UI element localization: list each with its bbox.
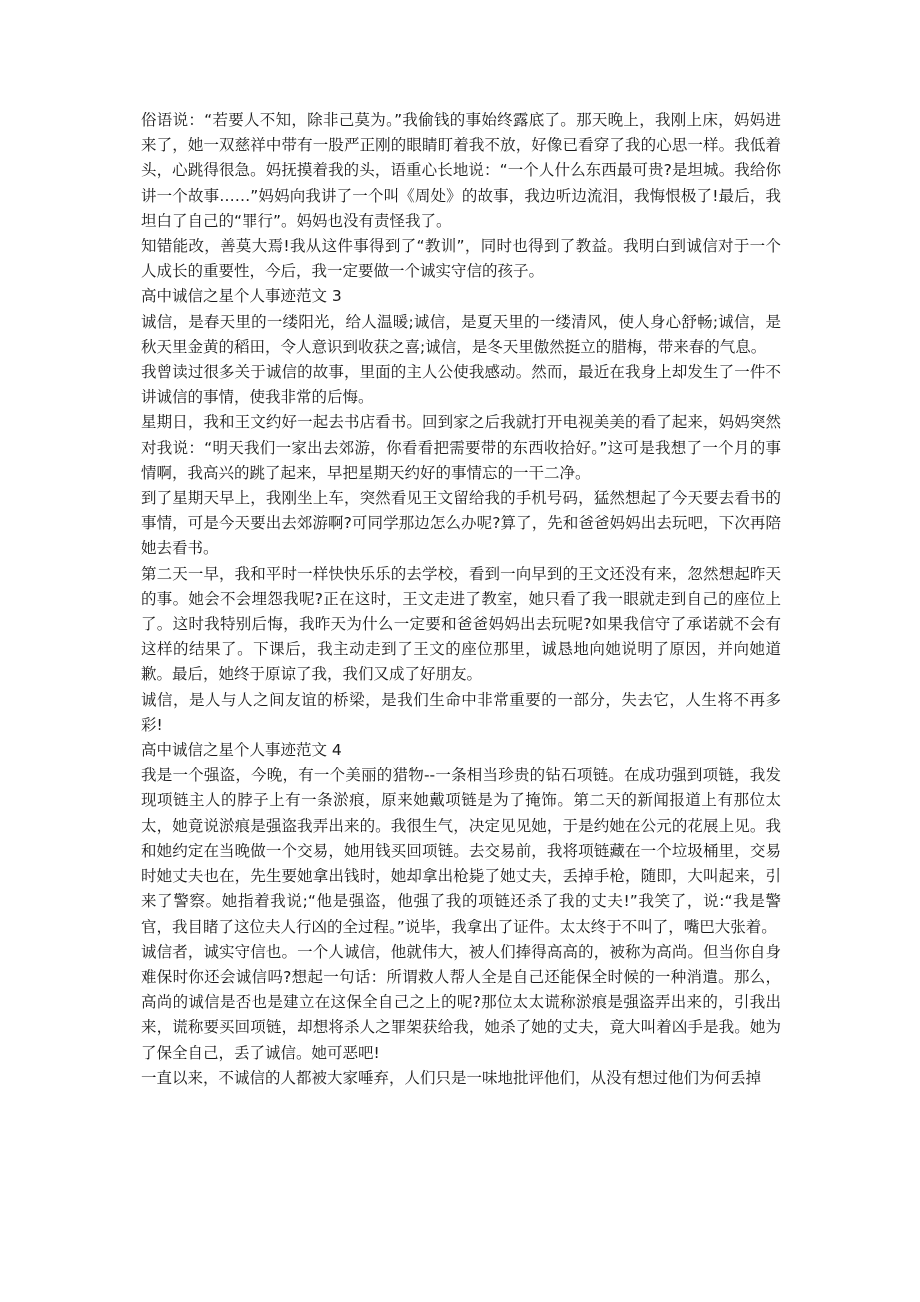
paragraph-integrity-reflection: 诚信者，诚实守信也。一个人诚信，他就伟大，被人们捧得高高的，被称为高尚。但当你自身难保时你还会诚信吗?想起一句话：所谓救人帮人全是自己还能保全时候的一种消遣。那么，高尚的诚信是否也是建立在这保全自己之上的呢?那位太太谎称淤痕是强盗弄出来的，引我出来，谎称要买回项链，却想将杀人之罪架获给我，她杀了她的丈夫，竟大叫着凶手是我。她为了保全自己，丢了诚信。她可恶吧! — [141, 942, 781, 1062]
paragraph-bridge: 诚信，是人与人之间友谊的桥梁，是我们生命中非常重要的一部分，失去它，人生将不再多彩! — [141, 690, 781, 734]
paragraph-seasons: 诚信，是春天里的一缕阳光，给人温暖;诚信，是夏天里的一缕清风，使人身心舒畅;诚信，是秋天里金黄的稻田，令人意识到收获之喜;诚信，是冬天里傲然挺立的腊梅，带来春的气息。 — [141, 312, 781, 356]
section-heading-3: 高中诚信之星个人事迹范文 3 — [141, 287, 342, 306]
paragraph-confession: 俗语说：“若要人不知，除非己莫为。”我偷钱的事始终露底了。那天晚上，我刚上床，妈妈进来了，她一双慈祥中带有一股严正刚的眼睛盯着我不放，好像已看穿了我的心思一样。我低着头，心跳得很急。妈抚摸着我的头，语重心长地说：“一个人什么东西最可贵?是坦城。我给你讲一个故事……”妈妈向我讲了一个叫《周处》的故事，我边听边流泪，我悔恨极了!最后，我坦白了自己的“罪行”。妈妈也没有责怪我了。 — [141, 111, 781, 230]
paragraph-closing: 一直以来，不诚信的人都被大家唾弃，人们只是一味地批评他们，从没有想过他们为何丢掉 — [141, 1068, 762, 1087]
paragraph-apology: 第二天一早，我和平时一样快快乐乐的去学校，看到一向早到的王文还没有来，忽然想起昨天的事。她会不会埋怨我呢?正在这时，王文走进了教室，她只看了我一眼就走到自己的座位上了。这时我特别后悔，我昨天为什么一定要和爸爸妈妈出去玩呢?如果我信守了承诺就不会有这样的结果了。下课后，我主动走到了王文的座位那里，诚恳地向她说明了原因，并向她道歉。最后，她终于原谅了我，我们又成了好朋友。 — [141, 564, 781, 684]
paragraph-regret: 我曾读过很多关于诚信的故事，里面的主人公使我感动。然而，最近在我身上却发生了一件不讲诚信的事情，使我非常的后悔。 — [141, 363, 781, 407]
document-body — [141, 108, 781, 1091]
paragraph-lesson: 知错能改，善莫大焉!我从这件事得到了“教训”，同时也得到了教益。我明白到诚信对于一个人成长的重要性，今后，我一定要做一个诚实守信的孩子。 — [141, 237, 781, 281]
paragraph-outing: 到了星期天早上，我刚坐上车，突然看见王文留给我的手机号码，猛然想起了今天要去看书的事情，可是今天要出去郊游啊?可同学那边怎么办呢?算了，先和爸爸妈妈出去玩吧，下次再陪她去看书。 — [141, 489, 781, 558]
paragraph-sunday: 星期日，我和王文约好一起去书店看书。回到家之后我就打开电视美美的看了起来，妈妈突然对我说：“明天我们一家出去郊游，你看看把需要带的东西收拾好。”这可是我想了一个月的事情啊，我高兴的跳了起来，早把星期天约好的事情忘的一干二净。 — [141, 413, 781, 482]
section-heading-4: 高中诚信之星个人事迹范文 4 — [141, 741, 342, 760]
paragraph-robber-story: 我是一个强盗，今晚，有一个美丽的猎物--一条相当珍贵的钻石项链。在成功强到项链，我发现项链主人的脖子上有一条淤痕，原来她戴项链是为了掩饰。第二天的新闻报道上有那位太太，她竟说淤痕是强盗我弄出来的。我很生气，决定见见她，于是约她在公元的花展上见。我和她约定在当晚做一个交易，她用钱买回项链。去交易前，我将项链藏在一个垃圾桶里，交易时她丈夫也在，先生要她拿出钱时，她却拿出枪毙了她丈夫，丢掉手枪，随即，大叫起来，引来了警察。她指着我说;“他是强盗，他强了我的项链还杀了我的丈夫!”我笑了，说:“我是警官，我目睹了这位夫人行凶的全过程。”说毕，我拿出了证件。太太终于不叫了，嘴巴大张着。 — [141, 766, 781, 936]
